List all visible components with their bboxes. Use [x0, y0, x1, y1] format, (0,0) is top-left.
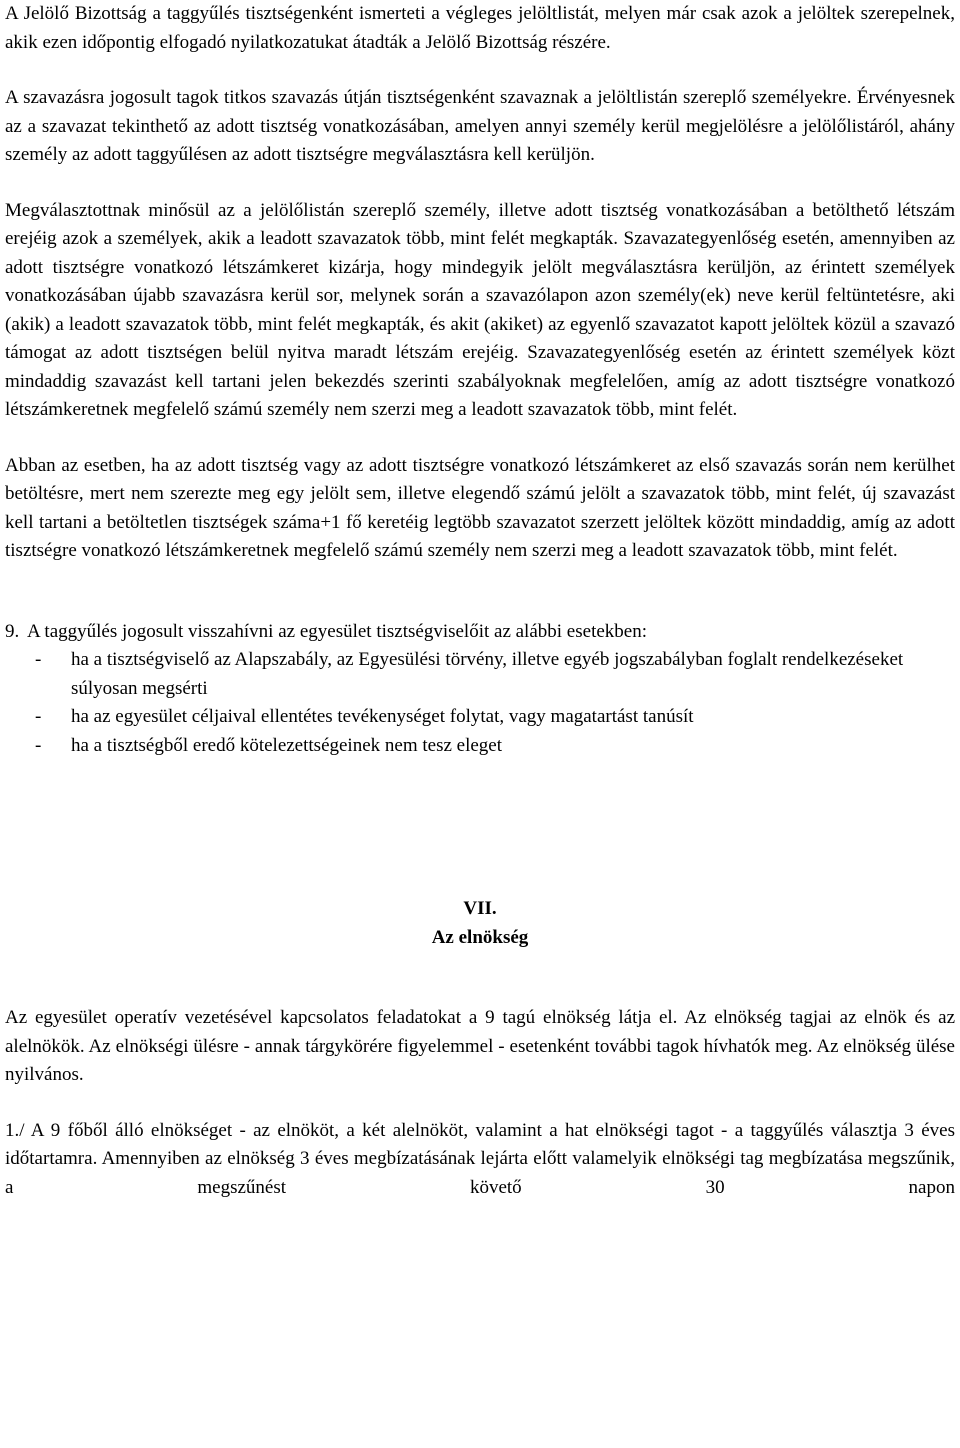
section-9-heading — [5, 618, 955, 647]
paragraph-repeat-vote: Abban az esetben, ha az adott tisztség vagy az adott tisztségre vonatkozó létszámkeret az első szavazás során nem kerülhet betöltésre, mert nem szerezte meg egy jelölt sem, illetve elegendő számú jelölt a szavazatok több, mint felét, új szavazást kell tartani a betöltetlen tisztségek száma+1 fő keretéig legtöbb szavazatot szerzett jelöltek között mindaddig, amíg az adott tisztségre vonatkozó létszámkeretnek megfelelő számú személy nem szerzi meg a leadott szavazatok több, mint felét. — [5, 454, 955, 561]
list-item — [5, 703, 955, 732]
list-dash: - — [35, 706, 42, 727]
chapter-number: VII. — [463, 898, 497, 919]
list-item-text: ha a tisztségviselő az Alapszabály, az Egyesülési törvény, illetve egyéb jogszabályban foglalt rendelkezéseket súlyosan megsérti — [71, 649, 904, 699]
chapter-title: Az elnökség — [431, 926, 529, 948]
list-dash: - — [35, 734, 42, 756]
paragraph-board-election: 1./ A 9 főből álló elnökséget - az elnököt, a két alelnököt, valamint a hat elnökségi tagot - a taggyűlés választja 3 éves időtartamra. Amennyiben az elnökség 3 éves megbízatásának lejárta előtt valamelyik elnökségi tag megbízatása megszűnik, a megszűnést követő 30 napon — [5, 1119, 955, 1198]
spacer — [5, 566, 955, 618]
list-item — [5, 732, 955, 761]
document-page — [5, 0, 955, 1202]
list-item-text: ha a tisztségből eredő kötelezettségeinek nem tesz eleget — [71, 734, 503, 756]
spacer — [5, 760, 955, 895]
spacer — [5, 170, 955, 197]
spacer — [5, 1090, 955, 1117]
section-9-intro: A taggyűlés jogosult visszahívni az egyesület tisztségviselőit az alábbi esetekben: — [27, 620, 647, 642]
paragraph-board-intro: Az egyesület operatív vezetésével kapcsolatos feladatokat a 9 tagú elnökség látja el. Az elnökség tagjai az elnök és az alelnökök. Az elnökségi ülésre - annak tárgykörére figyelemmel - esetenként további tagok hívhatók meg. Az elnökség ülése nyilvános. — [5, 1007, 955, 1085]
paragraph-nominating-committee: A Jelölő Bizottság a taggyűlés tisztségenként ismerteti a végleges jelöltlistát, melyen már csak azok a jelöltek szerepelnek, akik ezen időpontig elfogadó nyilatkozatukat átadták a Jelölő Bizottság részére. — [5, 3, 955, 53]
list-item — [5, 646, 955, 703]
spacer — [5, 425, 955, 452]
section-9-number: 9. — [5, 620, 20, 642]
list-item-text: ha az egyesület céljaival ellentétes tevékenységet folytat, vagy magatartást tanúsít — [71, 706, 694, 727]
spacer — [5, 952, 955, 1004]
paragraph-elected-criteria: Megválasztottnak minősül az a jelölőlistán szereplő személy, illetve adott tisztség vonatkozásában a betölthető létszám erejéig azok a személyek, akik a leadott szavazatok több, mint felét megkapták. Szavazategyenlőség esetén, amennyiben az adott tisztségre vonatkozó létszámkeret kizárja, hogy mindegyik jelölt megválasztásra kerüljön, az érintett személyek vonatkozásában újabb szavazásra kerül sor, melynek során a szavazólapon azon személy(ek) neve kerül feltüntetésre, aki (akik) a leadott szavazatok több, mint felét megkapták, és akit (akiket) az egyenlő szavazatot kapott jelöltek közül a szavazó támogat az adott tisztségen belül nyitva maradt létszám erejéig. Szavazategyenlőség esetén az érintett személyek közt mindaddig szavazást kell tartani jelen bekezdés szerinti szabályoknak megfelelően, amíg az adott tisztségre vonatkozó létszámkeretnek megfelelő számú személy nem szerzi meg a leadott szavazatok több, mint felét. — [5, 199, 955, 420]
paragraph-secret-ballot: A szavazásra jogosult tagok titkos szavazás útján tisztségenként szavaznak a jelöltlistán szereplő személyekre. Érvényesnek az a szavazat tekinthető az adott tisztség vonatkozásában, amelyen annyi személy kerül megjelölésre a jelölőlistáról, ahány személy az adott taggyűlésen az adott tisztségre megválasztásra kell kerüljön. — [5, 87, 955, 165]
spacer — [5, 57, 955, 84]
list-dash: - — [35, 649, 42, 670]
